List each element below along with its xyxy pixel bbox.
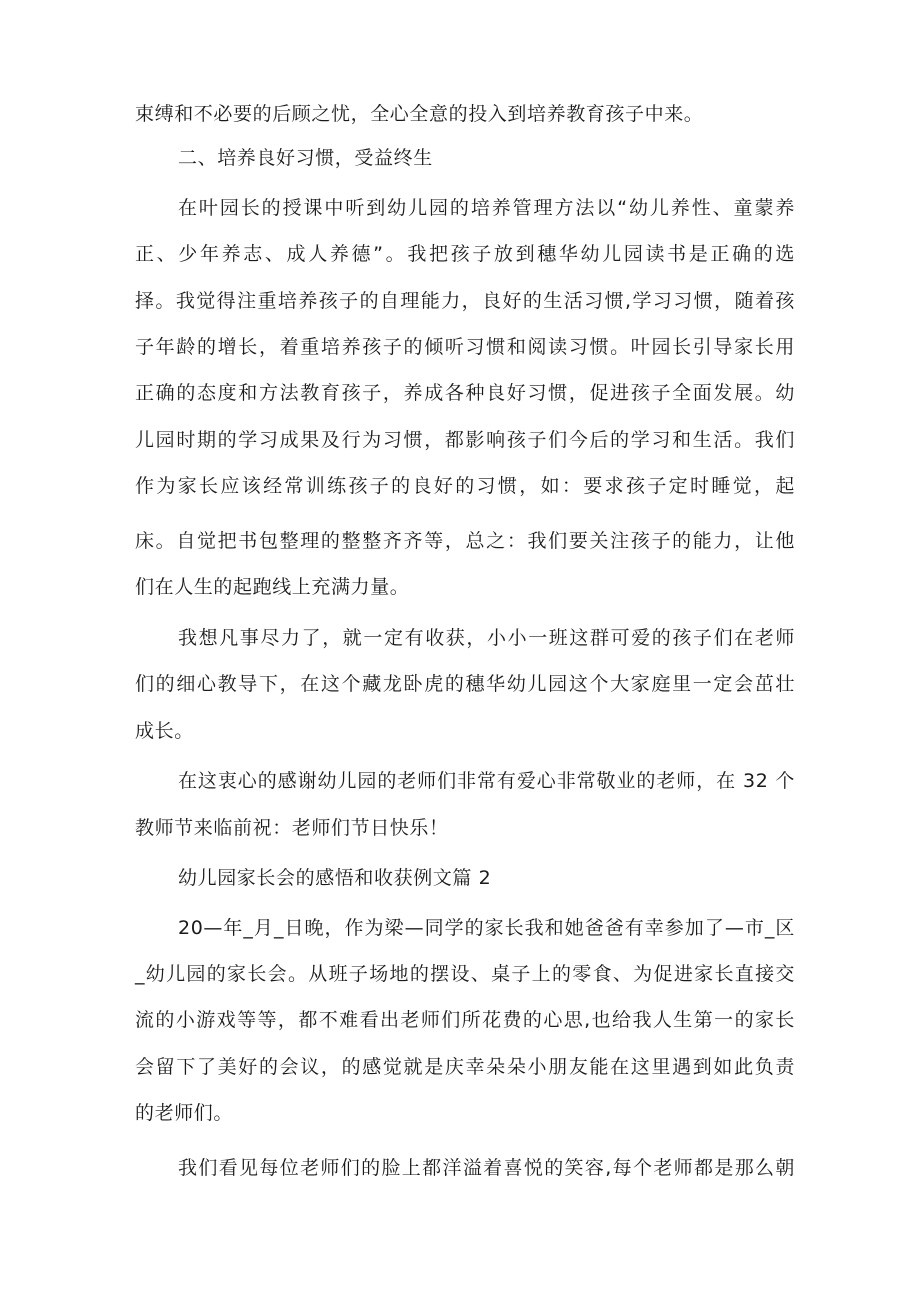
text-line: 们的细心教导下，在这个藏龙卧虎的穗华幼儿园这个大家庭里一定会茁壮 bbox=[135, 673, 795, 695]
text-line: 子年龄的增长，着重培养孩子的倾听习惯和阅读习惯。叶园长引导家长用 bbox=[135, 336, 795, 358]
article-heading: 幼儿园家长会的感悟和收获例文篇 2 bbox=[178, 867, 492, 889]
text-line: 束缚和不必要的后顾之忧，全心全意的投入到培养教育孩子中来。 bbox=[135, 103, 704, 125]
text-line: 我想凡事尽力了，就一定有收获，小小一班这群可爱的孩子们在老师 bbox=[178, 627, 795, 649]
text-line: 在叶园长的授课中听到幼儿园的培养管理方法以“幼儿养性、童蒙养 bbox=[178, 197, 795, 219]
text-line: _幼儿园的家长会。从班子场地的摆设、桌子上的零食、为促进家长直接交 bbox=[135, 963, 795, 985]
text-line: 正确的态度和方法教育孩子，养成各种良好习惯，促进孩子全面发展。幼 bbox=[135, 382, 795, 404]
text-line: 正、少年养志、成人养德”。我把孩子放到穗华幼儿园读书是正确的选 bbox=[135, 243, 795, 265]
text-line: 的老师们。 bbox=[135, 1102, 234, 1124]
text-line: 作为家长应该经常训练孩子的良好的习惯，如：要求孩子定时睡觉，起 bbox=[135, 475, 795, 497]
text-line: 教师节来临前祝：老师们节日快乐！ bbox=[135, 817, 449, 839]
text-line: 成长。 bbox=[135, 720, 194, 742]
text-line: 20—年_月_日晚，作为梁—同学的家长我和她爸爸有幸参加了—市_区 bbox=[178, 917, 795, 939]
text-line: 们在人生的起跑线上充满力量。 bbox=[135, 576, 410, 598]
section-heading: 二、培养良好习惯，受益终生 bbox=[178, 147, 433, 169]
text-line: 儿园时期的学习成果及行为习惯，都影响孩子们今后的学习和生活。我们 bbox=[135, 429, 795, 451]
text-line: 流的小游戏等等，都不难看出老师们所花费的心思,也给我人生第一的家长 bbox=[135, 1009, 795, 1031]
text-line: 床。自觉把书包整理的整整齐齐等，总之：我们要关注孩子的能力，让他 bbox=[135, 530, 795, 552]
text-line: 会留下了美好的会议，的感觉就是庆幸朵朵小朋友能在这里遇到如此负责 bbox=[135, 1056, 795, 1078]
text-line: 择。我觉得注重培养孩子的自理能力，良好的生活习惯,学习习惯，随着孩 bbox=[135, 290, 795, 312]
text-line: 我们看见每位老师们的脸上都洋溢着喜悦的笑容,每个老师都是那么朝 bbox=[178, 1157, 795, 1179]
text-line: 在这衷心的感谢幼儿园的老师们非常有爱心非常敬业的老师，在 32 个 bbox=[178, 770, 795, 792]
